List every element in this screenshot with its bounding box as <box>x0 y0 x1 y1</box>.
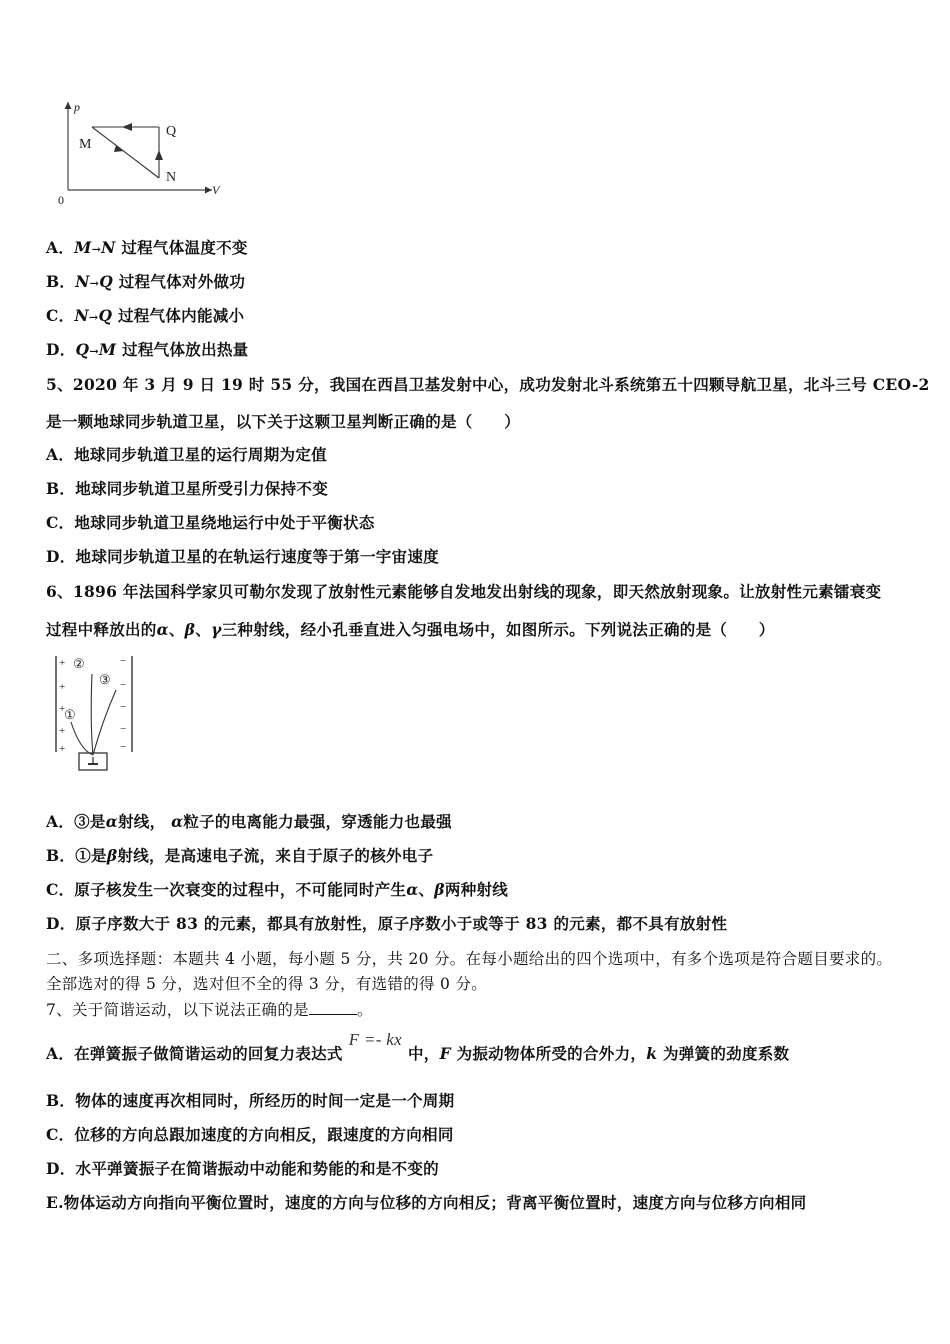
q5-stem-line1: 5、2020 年 3 月 9 日 19 时 55 分，我国在西昌卫基发射中心，成功发射北斗系统第五十四颗导航卫星，北斗三号 CEO-2 <box>46 375 930 394</box>
q6-option-b: B．①是β射线，是高速电子流，来自于原子的核外电子 <box>46 846 434 865</box>
ray-2-label: ② <box>73 656 85 671</box>
p-axis-label: p <box>74 100 80 114</box>
plus-sign: + <box>59 681 66 693</box>
pv-diagram <box>52 98 232 210</box>
q6-stem-line2: 过程中释放出的α、β、γ三种射线，经小孔垂直进入匀强电场中，如图所示。下列说法正确的是（ ） <box>46 620 775 639</box>
q6-stem-line1: 6、1896 年法国科学家贝可勒尔发现了放射性元素能够自发地发出射线的现象，即天然放射现象。让放射性元素镭衰变 <box>46 582 882 601</box>
q7-stem: 7、关于简谐运动，以下说法正确的是 。 <box>46 1001 373 1019</box>
minus-sign: − <box>120 655 127 667</box>
q5-option-b: B．地球同步轨道卫星所受引力保持不变 <box>46 479 329 498</box>
plus-sign: + <box>59 657 66 669</box>
section2-instructions-line2: 全部选对的得 5 分，选对但不全的得 3 分，有选错的得 0 分。 <box>46 975 488 993</box>
q5-stem-line2: 是一颗地球同步轨道卫星，以下关于这颗卫星判断正确的是（ ） <box>46 412 521 431</box>
q6-option-d: D．原子序数大于 83 的元素，都具有放射性，原子序数小于或等于 83 的元素，都不具有放射性 <box>46 914 728 933</box>
q7-option-b: B．物体的速度再次相同时，所经历的时间一定是一个周期 <box>46 1091 455 1110</box>
q6-option-a: A．③是α射线， α粒子的电离能力最强，穿透能力也最强 <box>46 812 452 831</box>
q4-option-a: A．M→N 过程气体温度不变 <box>46 238 248 257</box>
label-m: M <box>79 137 92 152</box>
q7-option-d: D．水平弹簧振子在简谐振动中动能和势能的和是不变的 <box>46 1159 439 1178</box>
q4-option-c: C．N→Q 过程气体内能减小 <box>46 306 245 325</box>
plus-sign: + <box>59 703 66 715</box>
v-axis-label: V <box>212 183 220 197</box>
minus-sign: − <box>120 679 127 691</box>
ray-1-label: ① <box>64 707 76 722</box>
q7-option-c: C．位移的方向总跟加速度的方向相反，跟速度的方向相同 <box>46 1125 454 1144</box>
radiation-field-diagram <box>50 652 140 774</box>
minus-sign: − <box>120 723 127 735</box>
q5-option-d: D．地球同步轨道卫星的在轨运行速度等于第一宇宙速度 <box>46 547 439 566</box>
label-n: N <box>166 170 177 185</box>
minus-sign: − <box>120 741 127 753</box>
plus-sign: + <box>59 725 66 737</box>
minus-sign: − <box>120 701 127 713</box>
q5-option-c: C．地球同步轨道卫星绕地运行中处于平衡状态 <box>46 513 375 532</box>
origin-label: 0 <box>58 193 64 207</box>
section2-instructions-line1: 二、多项选择题：本题共 4 小题，每小题 5 分，共 20 分。在每小题给出的四个选项中，有多个选项是符合题目要求的。 <box>46 950 893 968</box>
label-q: Q <box>166 124 177 139</box>
answer-blank <box>309 1000 357 1015</box>
q5-option-a: A．地球同步轨道卫星的运行周期为定值 <box>46 445 327 464</box>
q7-option-e: E.物体运动方向指向平衡位置时，速度的方向与位移的方向相反；背离平衡位置时，速度方向与位移方向相同 <box>46 1193 807 1212</box>
q4-option-d: D．Q→M 过程气体放出热量 <box>46 340 249 359</box>
q7-option-a: A．在弹簧振子做简谐运动的回复力表达式F =- kx中，F 为振动物体所受的合外力，k 为弹簧的劲度系数 <box>46 1030 790 1063</box>
q6-option-c: C．原子核发生一次衰变的过程中，不可能同时产生α、β两种射线 <box>46 880 509 899</box>
plus-sign: + <box>59 743 66 755</box>
restoring-force-formula: F =- kx <box>348 1030 402 1049</box>
q4-option-b: B．N→Q 过程气体对外做功 <box>46 272 246 291</box>
ray-3-label: ③ <box>99 672 111 687</box>
